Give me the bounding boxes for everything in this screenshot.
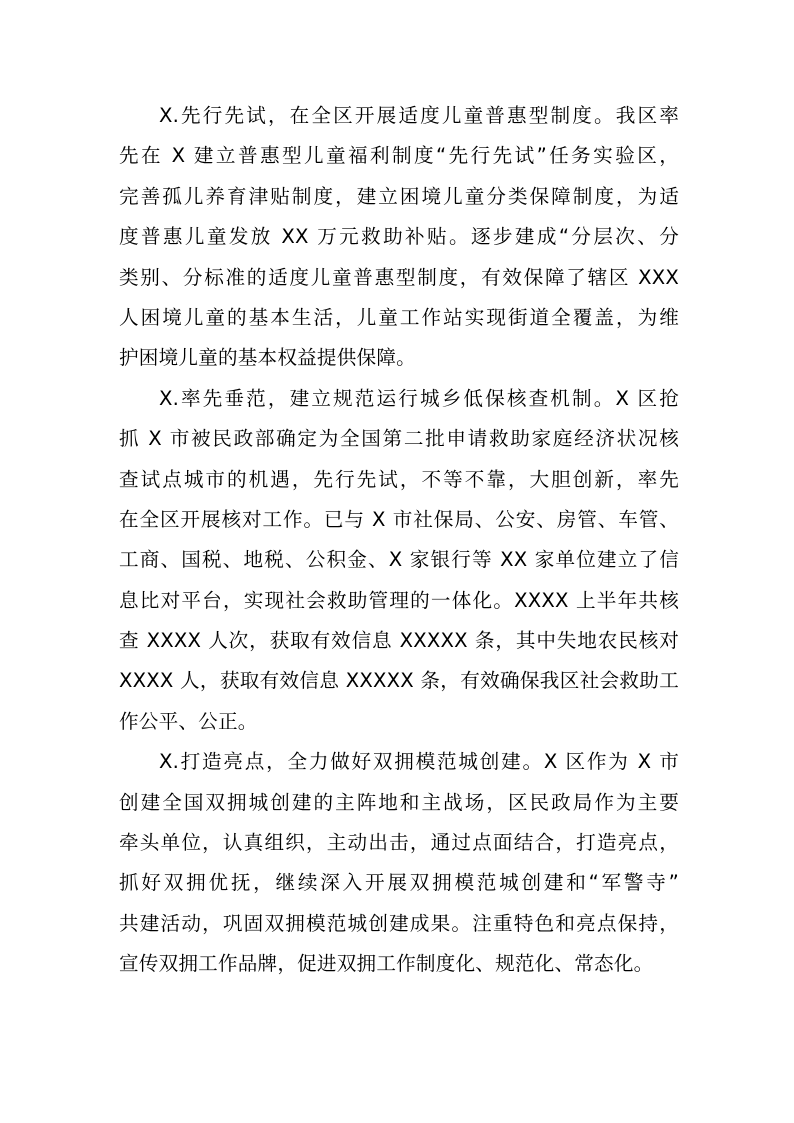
paragraph-child-welfare xyxy=(119,96,679,379)
text-line: X.打造亮点，全力做好双拥模范城创建。X 区作为 X 市 xyxy=(159,750,679,774)
text-line: 工商、国税、地税、公积金、X 家银行等 XX 家单位建立了信 xyxy=(119,548,679,572)
text-line: 牵头单位，认真组织，主动出击，通过点面结合，打造亮点， xyxy=(119,831,679,855)
text-line: 查 XXXX 人次，获取有效信息 XXXXX 条，其中失地农民核对 xyxy=(119,629,679,653)
text-line: 护困境儿童的基本权益提供保障。 xyxy=(119,346,416,370)
text-line: 息比对平台，实现社会救助管理的一体化。XXXX 上半年共核 xyxy=(119,588,679,612)
paragraph-double-support xyxy=(119,742,679,984)
paragraph-subsistence-verification xyxy=(119,379,679,743)
text-line: 人困境儿童的基本生活，儿童工作站实现街道全覆盖，为维 xyxy=(119,305,679,329)
text-line: 完善孤儿养育津贴制度，建立困境儿童分类保障制度，为适 xyxy=(119,184,679,208)
text-line: 宣传双拥工作品牌，促进双拥工作制度化、规范化、常态化。 xyxy=(119,952,654,976)
text-line: 类别、分标准的适度儿童普惠型制度，有效保障了辖区 XXX xyxy=(119,265,679,289)
text-line: 创建全国双拥城创建的主阵地和主战场，区民政局作为主要 xyxy=(119,790,679,814)
text-line: 作公平、公正。 xyxy=(119,709,258,733)
document-body xyxy=(119,96,679,985)
text-line: 共建活动，巩固双拥模范城创建成果。注重特色和亮点保持， xyxy=(119,911,679,935)
text-line: 先在 X 建立普惠型儿童福利制度“先行先试”任务实验区， xyxy=(119,144,679,168)
text-line: 在全区开展核对工作。已与 X 市社保局、公安、房管、车管、 xyxy=(119,507,679,531)
text-line: 抓 X 市被民政部确定为全国第二批申请救助家庭经济状况核 xyxy=(119,427,679,451)
text-line: 度普惠儿童发放 XX 万元救助补贴。逐步建成“分层次、分 xyxy=(119,225,679,249)
text-line: 抓好双拥优抚，继续深入开展双拥模范城创建和“军警寺” xyxy=(119,871,679,895)
text-line: 查试点城市的机遇，先行先试，不等不靠，大胆创新，率先 xyxy=(119,467,679,491)
text-line: XXXX 人，获取有效信息 XXXXX 条，有效确保我区社会救助工 xyxy=(119,669,679,693)
text-line: X.先行先试，在全区开展适度儿童普惠型制度。我区率 xyxy=(159,104,679,127)
text-line: X.率先垂范，建立规范运行城乡低保核查机制。X 区抢 xyxy=(159,386,679,410)
